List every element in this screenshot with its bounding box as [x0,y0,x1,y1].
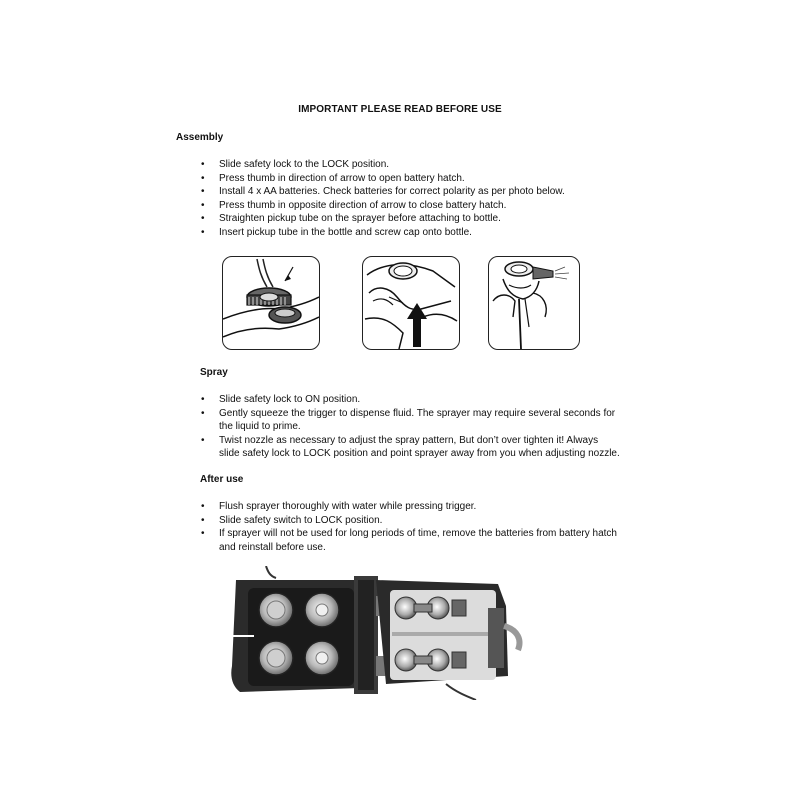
assembly-heading: Assembly [176,132,224,143]
after-use-list [201,500,621,554]
sprayer-trigger-illustration [488,256,580,350]
list-item: • Gently squeeze the trigger to dispense fluid. The sprayer may require several seconds for the liquid to prime. [201,407,621,434]
battery-compartment-photo [226,566,526,700]
battery-hatch-illustration [362,256,460,350]
list-item: • Press thumb in direction of arrow to open battery hatch. [201,172,621,186]
list-item: • If sprayer will not be used for long periods of time, remove the batteries from battery hatch and reinstall before use. [201,527,621,554]
list-item: • Install 4 x AA batteries. Check batteries for correct polarity as per photo below. [201,185,621,199]
list-item: • Press thumb in opposite direction of arrow to close battery hatch. [201,199,621,213]
list-item: • Slide safety lock to ON position. [201,393,621,407]
bottle-cap-illustration [222,256,320,350]
after-use-heading: After use [200,474,244,485]
spray-list [201,393,621,461]
list-item: • Straighten pickup tube on the sprayer before attaching to bottle. [201,212,621,226]
list-item: • Twist nozzle as necessary to adjust the spray pattern, But don’t over tighten it! Always slide safety lock to LOCK position and point sprayer away from you when adjusting nozzle. [201,434,621,461]
list-item: • Slide safety lock to the LOCK position. [201,158,621,172]
page-title: IMPORTANT PLEASE READ BEFORE USE [298,104,502,115]
list-item: • Insert pickup tube in the bottle and screw cap onto bottle. [201,226,621,240]
spray-heading: Spray [200,367,228,378]
list-item: • Slide safety switch to LOCK position. [201,514,621,528]
assembly-list [201,158,621,239]
list-item: • Flush sprayer thoroughly with water while pressing trigger. [201,500,621,514]
